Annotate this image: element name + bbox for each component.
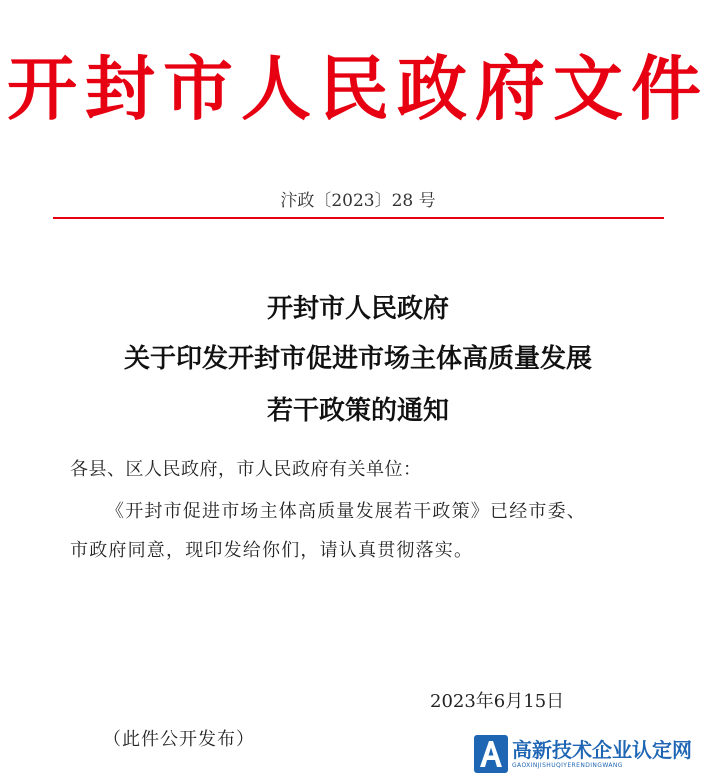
- site-watermark: [474, 734, 712, 774]
- notice-title-line-3: 若干政策的通知: [266, 396, 449, 426]
- body-paragraph-line-1: 《开封市促进市场主体高质量发展若干政策》已经市委、: [106, 501, 586, 522]
- watermark-pinyin: GAOXINJISHUQIYERENDINGWANG: [512, 762, 623, 769]
- notice-title-line-1: 开封市人民政府: [266, 294, 449, 324]
- watermark-site-name: 高新技术企业认定网: [512, 738, 692, 762]
- salutation: 各县、区人民政府，市人民政府有关单位：: [70, 459, 422, 480]
- publish-note: （此件公开发布）: [103, 729, 255, 750]
- letter-a-logo-icon: [474, 735, 508, 773]
- issue-date: 2023年6月15日: [430, 691, 565, 712]
- red-divider-line: [53, 217, 664, 219]
- body-paragraph-line-2: 市政府同意，现印发给你们，请认真贯彻落实。: [70, 540, 474, 561]
- document-number: 汴政〔2023〕28 号: [280, 191, 436, 211]
- masthead-title: 开封市人民政府文件: [7, 47, 709, 130]
- notice-title-line-2: 关于印发开封市促进市场主体高质量发展: [123, 344, 592, 374]
